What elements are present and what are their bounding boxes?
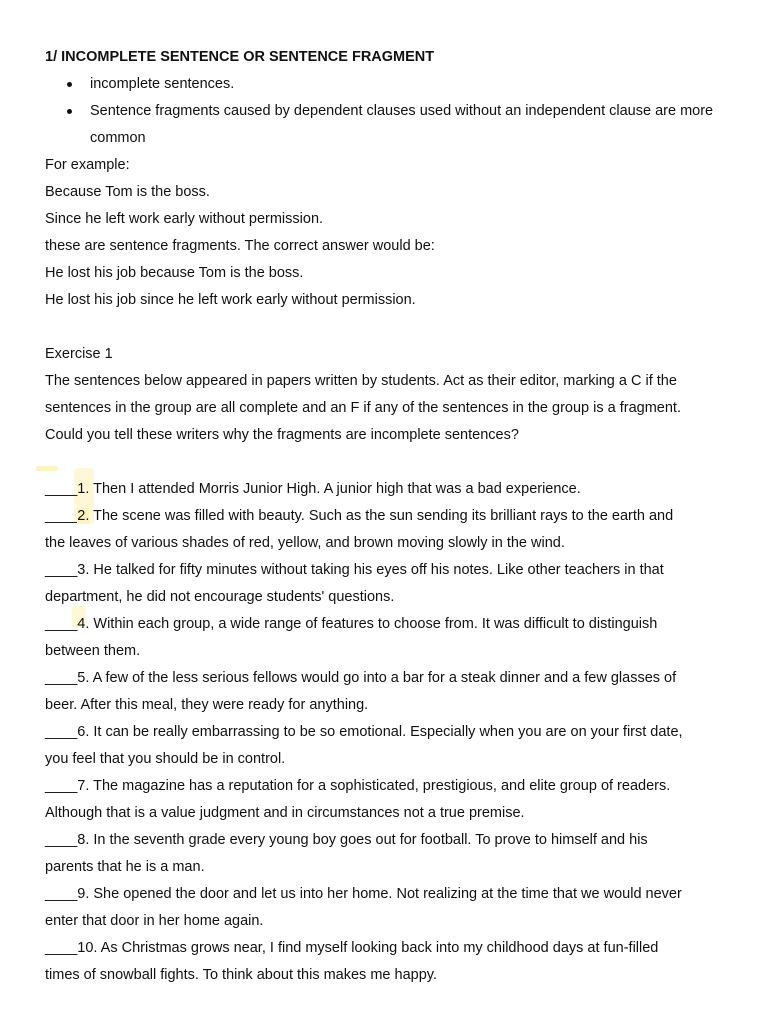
item-text: Within each group, a wide range of features to choose from. It was difficult to distinguish [89,616,658,632]
exercise-item-line [45,881,721,908]
exercise-list [45,476,721,989]
spacer [45,314,721,341]
item-text: He talked for fifty minutes without taking his eyes off his notes. Like other teachers in that [89,562,664,578]
item-text-continued: you feel that you should be in control. [45,751,286,767]
spacer [45,449,721,476]
exercise-item [45,503,721,557]
answer-blank[interactable]: ____ [45,778,78,794]
exercise-item [45,935,721,989]
example-intro: For example: [45,157,130,173]
item-number: 4. [77,616,90,632]
bullet-item [45,71,721,98]
bullet-item [45,98,721,152]
answer-blank[interactable]: ____ [45,670,78,686]
exercise-item [45,827,721,881]
section-heading: 1/ INCOMPLETE SENTENCE OR SENTENCE FRAGMENT [45,49,435,65]
item-number: 5. [77,670,90,686]
bullet-text: Sentence fragments caused by dependent clauses used without an independent clause are more common [90,103,714,146]
bullet-dot-icon [67,82,72,87]
item-text: Then I attended Morris Junior High. A junior high that was a bad experience. [89,481,581,497]
item-text: The scene was filled with beauty. Such as the sun sending its brilliant rays to the earth and [89,508,674,524]
example-line: He lost his job because Tom is the boss. [45,265,304,281]
answer-blank[interactable]: ____ [45,940,78,956]
item-text-continued: times of snowball fights. To think about this makes me happy. [45,967,437,983]
item-text: As Christmas grows near, I find myself looking back into my childhood days at fun-filled [97,940,659,956]
exercise-item-line [45,557,721,584]
example-line: Because Tom is the boss. [45,184,210,200]
item-text-continued: parents that he is a man. [45,859,205,875]
item-number: 6. [77,724,90,740]
item-text-continued: Although that is a value judgment and in circumstances not a true premise. [45,805,525,821]
exercise-item-line [45,773,721,800]
item-text: A few of the less serious fellows would go into a bar for a steak dinner and a few glasses of [89,670,677,686]
exercise-item-line [45,503,721,530]
exercise-item-line [45,476,721,503]
answer-blank[interactable]: ____ [45,508,78,524]
exercise-item [45,476,721,503]
answer-blank[interactable]: ____ [45,886,78,902]
item-text-continued: department, he did not encourage students' questions. [45,589,395,605]
item-text-continued: between them. [45,643,141,659]
bullet-list [45,71,721,152]
item-text: In the seventh grade every young boy goes out for football. To prove to himself and his [89,832,648,848]
item-number: 8. [77,832,90,848]
item-text-continued: beer. After this meal, they were ready for anything. [45,697,369,713]
exercise-item [45,773,721,827]
exercise-item [45,611,721,665]
example-line: Since he left work early without permission. [45,211,324,227]
item-number: 7. [77,778,90,794]
item-number: 3. [77,562,90,578]
exercise-instruction: Could you tell these writers why the fragments are incomplete sentences? [45,427,519,443]
item-text: She opened the door and let us into her home. Not realizing at the time that we would never [89,886,682,902]
bullet-text: incomplete sentences. [90,76,235,92]
exercise-item-line [45,611,721,638]
exercise-item [45,557,721,611]
example-line: these are sentence fragments. The correct answer would be: [45,238,435,254]
answer-blank[interactable]: ____ [45,724,78,740]
document-page [45,44,721,989]
exercise-item [45,719,721,773]
exercise-item [45,881,721,935]
bullet-dot-icon [67,109,72,114]
exercise-instruction: sentences in the group are all complete and an F if any of the sentences in the group is a fragment. [45,400,681,416]
exercise-item-line [45,665,721,692]
exercise-item-line [45,827,721,854]
item-text-continued: the leaves of various shades of red, yellow, and brown moving slowly in the wind. [45,535,565,551]
exercise-title: Exercise 1 [45,346,113,362]
exercise-item-line [45,935,721,962]
item-number: 9. [77,886,90,902]
item-number: 2. [77,508,90,524]
item-text: The magazine has a reputation for a sophisticated, prestigious, and elite group of readers. [89,778,671,794]
item-number: 10. [77,940,98,956]
exercise-item-line [45,719,721,746]
answer-blank[interactable]: ____ [45,481,78,497]
example-line: He lost his job since he left work early without permission. [45,292,416,308]
exercise-instruction: The sentences below appeared in papers written by students. Act as their editor, marking a C if the [45,373,677,389]
exercise-item [45,665,721,719]
item-text: It can be really embarrassing to be so emotional. Especially when you are on your first date, [89,724,683,740]
item-number: 1. [77,481,90,497]
item-text-continued: enter that door in her home again. [45,913,264,929]
answer-blank[interactable]: ____ [45,832,78,848]
answer-blank[interactable]: ____ [45,562,78,578]
answer-blank[interactable]: ____ [45,616,78,632]
